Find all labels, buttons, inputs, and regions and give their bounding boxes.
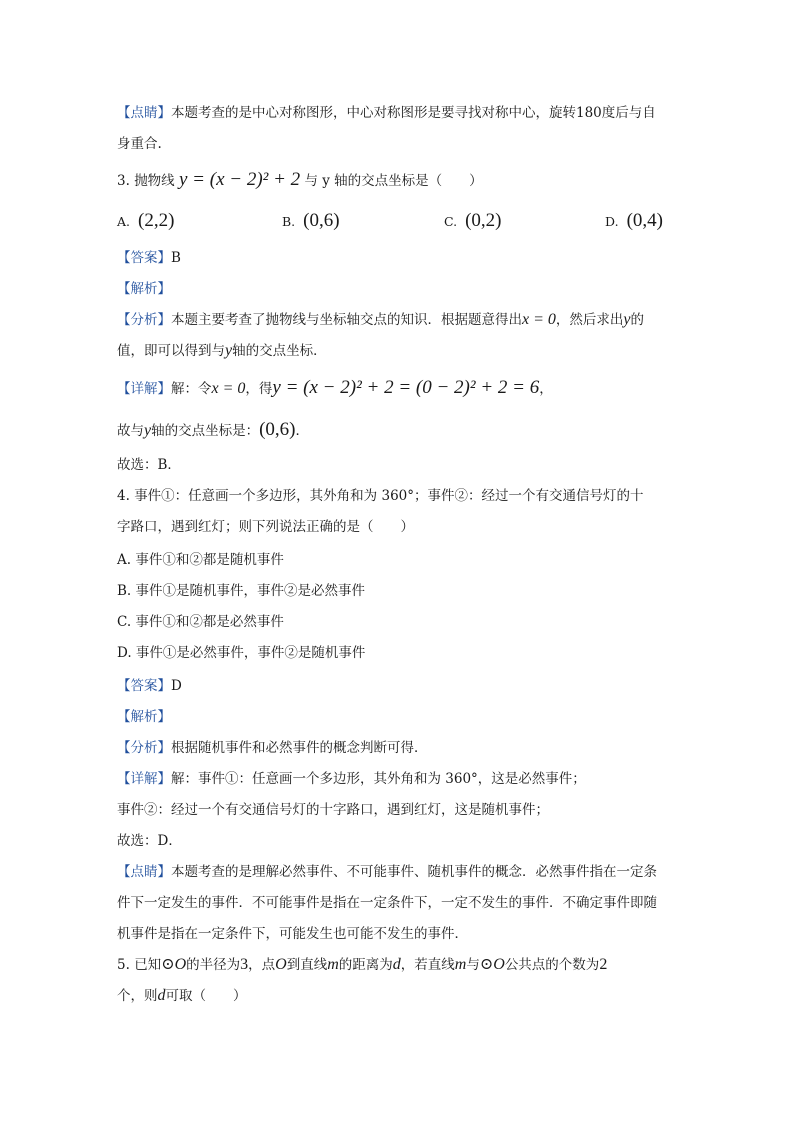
- option-b: B. 事件①是随机事件，事件②是必然事件: [117, 583, 366, 599]
- question-text: 与 y 轴的交点坐标是（ ）: [304, 173, 483, 189]
- detail-tag: 【详解】: [117, 771, 171, 787]
- comment-line-2: [117, 134, 162, 154]
- option-c: C. 事件①和②都是必然事件: [117, 614, 284, 630]
- option-value: (0,6): [303, 210, 340, 231]
- question-3-stem: [117, 170, 483, 191]
- detail-tag: 【详解】: [117, 381, 171, 397]
- comment-tag: 【点睛】: [117, 864, 171, 880]
- comment-line-3: 机事件是指在一定条件下，可能发生也可能不发生的事件．: [117, 926, 468, 942]
- fenxi-line-2: 值，即可以得到与y轴的交点坐标．: [117, 342, 327, 359]
- answer-tag: 【答案】: [117, 678, 171, 694]
- question-number: 3.: [117, 173, 130, 189]
- option-d: D. 事件①是必然事件，事件②是随机事件: [117, 645, 366, 661]
- fenxi-line: 【分析】根据随机事件和必然事件的概念判断可得．: [117, 740, 428, 756]
- option-d: D. (0,4): [605, 210, 663, 231]
- comment-text: 本题考查的是中心对称图形，中心对称图形是要寻找对称中心，旋转180度后与自: [171, 105, 656, 121]
- detail-line: 【详解】解：令x = 0，得y = (x − 2)² + 2 = (0 − 2)² + 2 = 6，: [117, 377, 553, 398]
- option-value: (0,4): [626, 210, 663, 231]
- answer-value: D: [171, 678, 182, 694]
- option-c: C. (0,2): [444, 210, 502, 231]
- question-text: 抛物线: [134, 173, 175, 189]
- answer-value: B: [171, 250, 181, 266]
- detail-formula: y = (x − 2)² + 2 = (0 − 2)² + 2 = 6: [272, 377, 540, 398]
- answer-line: [117, 248, 181, 268]
- question-number: 5.: [117, 957, 130, 973]
- question-4-stem-1: 4. 事件①：任意画一个多边形，其外角和为 360°；事件②：经过一个有交通信号灯的十: [117, 488, 644, 504]
- comment-line-1: [117, 103, 656, 123]
- detail-line-1: 【详解】解：事件①：任意画一个多边形，其外角和为 360°，这是必然事件；: [117, 771, 586, 787]
- answer-tag: 【答案】: [117, 250, 171, 266]
- fenxi-tag: 【分析】: [117, 312, 171, 328]
- question-4-stem-2: 字路口，遇到红灯；则下列说法正确的是（ ）: [117, 519, 414, 535]
- question-number: 4.: [117, 488, 130, 504]
- fenxi-tag: 【分析】: [117, 740, 171, 756]
- fenxi-line-1: 【分析】本题主要考查了抛物线与坐标轴交点的知识．根据题意得出x = 0，然后求出y的: [117, 311, 645, 328]
- comment-line-2: 件下一定发生的事件．不可能事件是指在一定条件下，一定不发生的事件．不确定事件即随: [117, 895, 657, 911]
- analysis-heading: 【解析】: [117, 709, 171, 725]
- question-5-stem-2: 个，则d可取（ ）: [117, 987, 247, 1004]
- analysis-heading: 【解析】: [117, 281, 171, 297]
- comment-tag: 【点睛】: [117, 105, 171, 121]
- option-a: A. 事件①和②都是随机事件: [117, 552, 284, 568]
- option-a: A. (2,2): [117, 210, 175, 231]
- choose-line: 故选：B．: [117, 457, 181, 473]
- comment-text: 身重合.: [117, 136, 162, 152]
- option-value: (2,2): [138, 210, 175, 231]
- choose-line: 故选：D．: [117, 833, 182, 849]
- option-value: (0,2): [465, 210, 502, 231]
- answer-line: [117, 676, 182, 696]
- comment-line-1: 【点睛】本题考查的是理解必然事件、不可能事件、随机事件的概念．必然事件指在一定条: [117, 864, 657, 880]
- detail-line-2: 事件②：经过一个有交通信号灯的十字路口，遇到红灯，这是随机事件；: [117, 802, 549, 818]
- intersection-point: (0,6): [259, 419, 296, 440]
- option-b: B. (0,6): [282, 210, 340, 231]
- question-5-stem-1: 5. 已知⊙O的半径为3，点O到直线m的距离为d，若直线m与⊙O公共点的个数为2: [117, 956, 608, 973]
- conclusion-line: 故与y轴的交点坐标是：(0,6)．: [117, 419, 310, 440]
- parabola-formula: y = (x − 2)² + 2: [178, 169, 301, 190]
